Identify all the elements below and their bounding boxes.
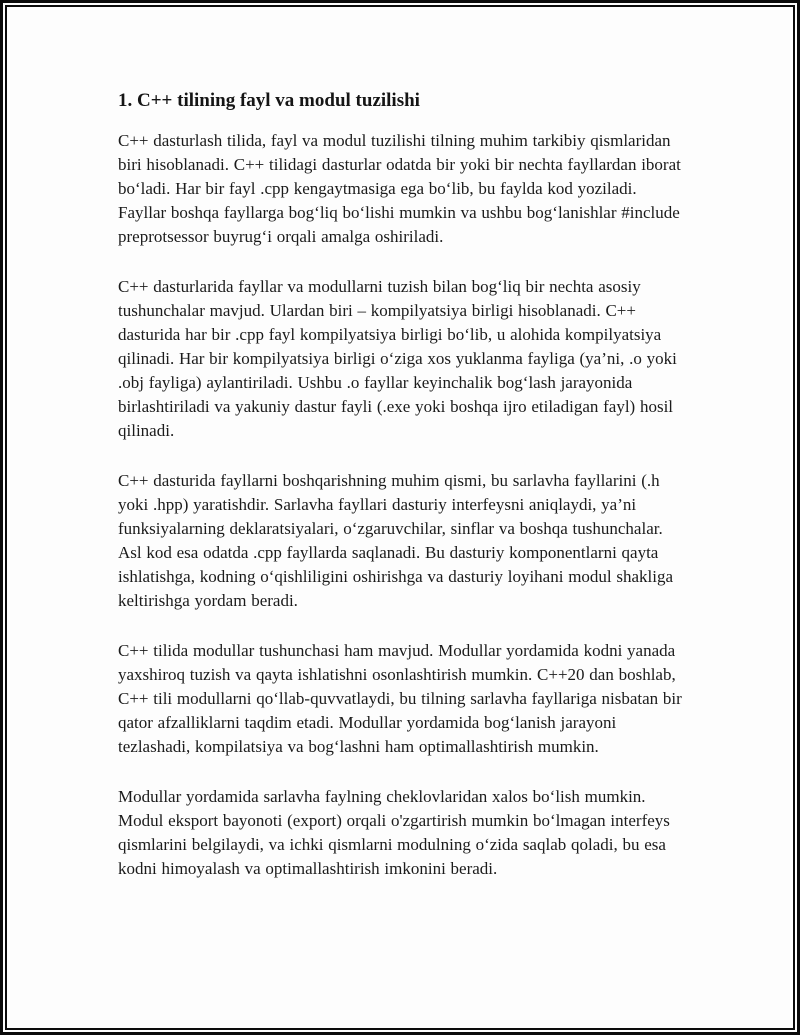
- document-content: [118, 88, 684, 881]
- paragraph-intro-files: C++ dasturlash tilida, fayl va modul tuzilishi tilning muhim tarkibiy qismlaridan biri hisoblanadi. C++ tilidagi dasturlar odatda bir yoki bir nechta fayllardan iborat bo‘ladi. Har bir fayl .cpp kengaytmasiga ega bo‘lib, bu faylda kod yoziladi. Fayllar boshqa fayllarga bog‘liq bo‘lishi mumkin va ushbu bog‘lanishlar #include preprotsessor buyrug‘i orqali amalga oshiriladi.: [118, 131, 681, 246]
- paragraph-header-files: C++ dasturida fayllarni boshqarishning muhim qismi, bu sarlavha fayllarini (.h yoki .hpp) yaratishdir. Sarlavha fayllari dasturiy interfeysni aniqlaydi, ya’ni funksiyalarning deklaratsiyalari, o‘zgaruvchilar, sinflar va boshqa tushunchalar. Asl kod esa odatda .cpp fayllarda saqlanadi. Bu dasturiy komponentlarni qayta ishlatishga, kodning o‘qishliligini oshirishga va dasturiy loyihani modul shakliga keltirishga yordam beradi.: [118, 471, 674, 610]
- paragraph-compilation-unit: C++ dasturlarida fayllar va modullarni tuzish bilan bog‘liq bir nechta asosiy tushunchalar mavjud. Ulardan biri – kompilyatsiya birligi hisoblanadi. C++ dasturida har bir .cpp fayl kompilyatsiya birligi bo‘lib, u alohida kompilyatsiya qilinadi. Har bir kompilyatsiya birligi o‘ziga xos yuklanma fayliga (ya’ni, .o yoki .obj fayliga) aylantiriladi. Ushbu .o fayllar keyinchalik bog‘lash jarayonida birlashtiriladi va yakuniy dastur fayli (.exe yoki boshqa ijro etiladigan fayl) hosil qilinadi.: [118, 277, 677, 440]
- document-heading: 1. C++ tilining fayl va modul tuzilishi: [118, 90, 420, 111]
- paragraph-module-export: Modullar yordamida sarlavha faylning cheklovlaridan xalos bo‘lish mumkin. Modul eksport bayonoti (export) orqali o'zgartirish mumkin bo‘lmagan interfeys qismlarini belgilaydi, va ichki qismlarni modulning o‘zida saqlab qoladi, bu esa kodni himoyalash va optimallashtirish imkonini beradi.: [118, 787, 670, 878]
- paragraph-modules: C++ tilida modullar tushunchasi ham mavjud. Modullar yordamida kodni yanada yaxshiroq tuzish va qayta ishlatishni osonlashtirish mumkin. C++20 dan boshlab, C++ tili modullarni qo‘llab-quvvatlaydi, bu tilning sarlavha fayllariga nisbatan bir qator afzalliklarni taqdim etadi. Modullar yordamida bog‘lanish jarayoni tezlashadi, kompilatsiya va bog‘lashni ham optimallashtirish mumkin.: [118, 641, 682, 756]
